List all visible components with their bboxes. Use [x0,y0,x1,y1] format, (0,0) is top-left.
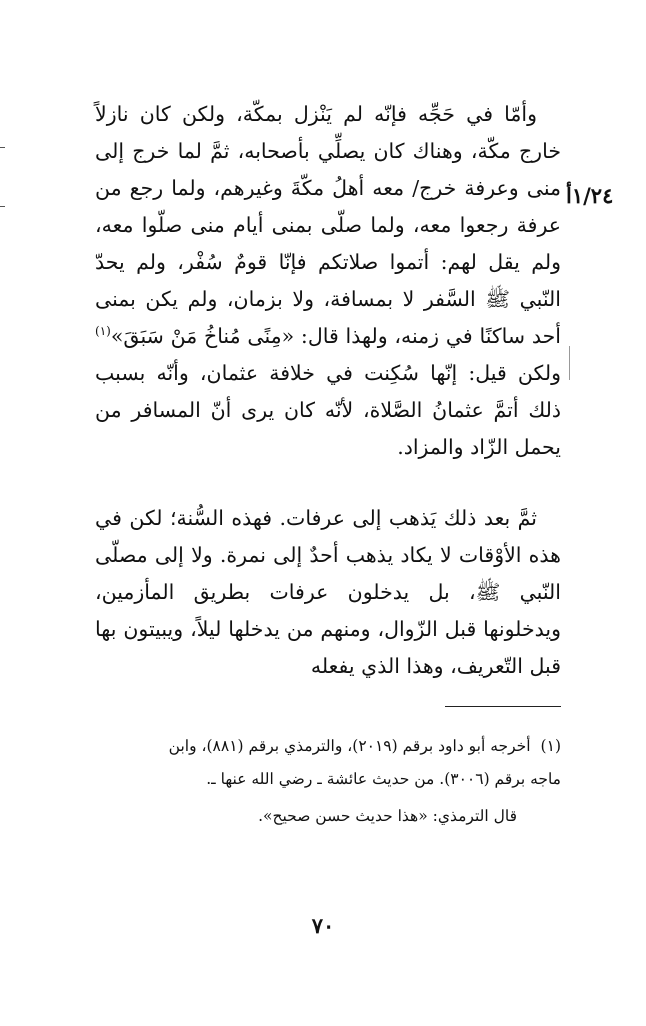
footnote-separator [445,706,561,707]
page-number: ٧٠ [311,913,335,938]
footnote-line-1: أخرجه أبو داود برقم (٢٠١٩)، والترمذي برقم (٨٨١)، وابن [168,737,531,755]
margin-rule [569,346,570,380]
paragraph-1-continuation: ولكن قيل: إنّها سُكِنت في خلافة عثمان، وأنّه بسبب ذلك أتمَّ عثمانُ الصَّلاة، لأنّه كان يرى أنّ المسافر من يحمل الزّاد والمزاد. [95,361,561,459]
footnotes [95,730,561,833]
footnote-line-2: ماجه برقم (٣٠٠٦). من حديث عائشة ـ رضي الله عنها ـ. [206,770,561,788]
footnote-number: (١) [540,737,561,755]
paragraph-1-text: وأمّا في حَجِّه فإنّه لم يَنْزل بمكّة، ولكن كان نازلاً خارج مكّة، وهناك كان يصلِّي بأصحابه، ثمَّ لما خرج إلى منى وعرفة خرج/ معه أهلُ مكّةَ وغيرهم، ولما رجع من عرفة رجعوا معه، ولما صلّى بمنى أيام منى صلّوا معه، ولم يقل لهم: أتموا صلاتكم فإنّا قومٌ سُفْر، ولم يحدّ النّبي ﷺ السَّفر لا بمسافة، ولا بزمان، ولم يكن بمنى أحد ساكنًا في زمنه، ولهذا قال: «مِنًى مُناخُ مَنْ سَبَقَ» [95,102,561,348]
paragraph-2 [95,500,561,685]
edge-mark [0,206,5,207]
paragraph-1 [95,96,561,466]
footnote-reference[interactable]: (١) [95,324,111,339]
footnote-line-3: قال الترمذي: «هذا حديث حسن صحيح». [258,807,517,825]
paragraph-2-text: ثمَّ بعد ذلك يَذهب إلى عرفات. فهذه السُّنة؛ لكن في هذه الأوْقات لا يكاد يذهب أحدٌ إلى نمرة. ولا إلى مصلّى النّبي ﷺ، بل يدخلون عرفات بطريق المأزمين، ويدخلونها قبل الزّوال، ومنهم من يدخلها ليلاً، ويبيتون بها قبل التّعريف، وهذا الذي يفعله [95,506,561,678]
footnote-1 [95,730,561,763]
manuscript-folio-note: ١/٢٤أ [566,183,614,208]
edge-mark [0,147,5,148]
